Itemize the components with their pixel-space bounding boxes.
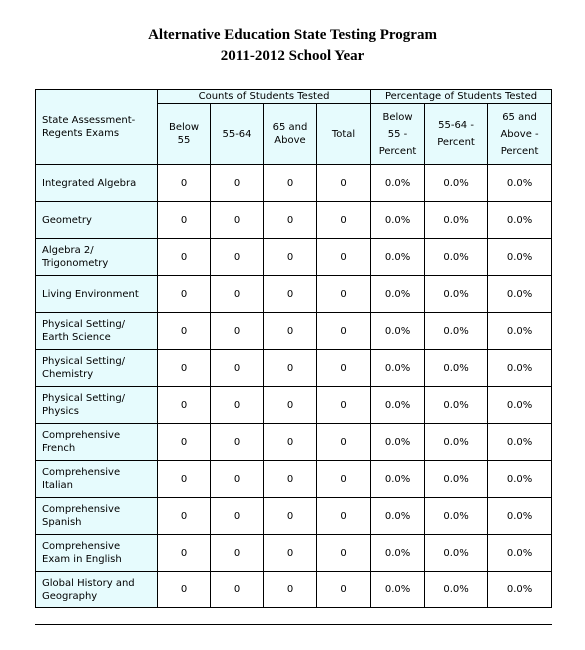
testing-results-table [35,89,552,608]
value-cell-65-above: 0 [264,572,317,608]
value-cell-pct-below-55: 0.0% [371,535,425,572]
table-row [36,424,552,461]
table-row [36,350,552,387]
value-cell-below-55: 0 [158,387,211,424]
exam-name-cell [36,313,158,350]
table-row [36,165,552,202]
exam-name: Comprehensive Spanish [42,504,121,528]
value-cell-65-above: 0 [264,350,317,387]
value-cell-pct-below-55: 0.0% [371,165,425,202]
exam-name-cell [36,387,158,424]
exam-name: Algebra 2/ Trigonometry [42,245,109,269]
value-cell-below-55: 0 [158,461,211,498]
value-cell-55-64: 0 [211,424,264,461]
value-cell-pct-65-above: 0.0% [488,498,552,535]
value-cell-65-above: 0 [264,461,317,498]
bottom-rule [35,624,552,625]
value-cell-65-above: 0 [264,535,317,572]
column-header-55-64: 55-64 [211,104,264,165]
value-cell-55-64: 0 [211,498,264,535]
value-cell-65-above: 0 [264,239,317,276]
value-cell-pct-below-55: 0.0% [371,424,425,461]
value-cell-pct-65-above: 0.0% [488,572,552,608]
value-cell-65-above: 0 [264,424,317,461]
exam-name-cell [36,202,158,239]
value-cell-pct-65-above: 0.0% [488,535,552,572]
table-row [36,202,552,239]
value-cell-55-64: 0 [211,535,264,572]
value-cell-pct-below-55: 0.0% [371,350,425,387]
value-cell-pct-65-above: 0.0% [488,424,552,461]
group-header-percentage: Percentage of Students Tested [371,90,552,104]
value-cell-total: 0 [317,202,371,239]
exam-name: Physical Setting/ Chemistry [42,356,126,380]
exam-name: Global History and Geography [42,577,135,602]
value-cell-below-55: 0 [158,313,211,350]
value-cell-pct-65-above: 0.0% [488,165,552,202]
table-row [36,239,552,276]
value-cell-below-55: 0 [158,535,211,572]
table-row [36,387,552,424]
value-cell-65-above: 0 [264,498,317,535]
value-cell-55-64: 0 [211,461,264,498]
exam-name: Geometry [42,214,92,226]
value-cell-55-64: 0 [211,202,264,239]
value-cell-pct-below-55: 0.0% [371,239,425,276]
value-cell-55-64: 0 [211,165,264,202]
value-cell-pct-55-64: 0.0% [425,498,488,535]
value-cell-total: 0 [317,350,371,387]
column-header-pct-65-above: 65 and Above - Percent [488,104,552,165]
value-cell-pct-below-55: 0.0% [371,313,425,350]
value-cell-below-55: 0 [158,276,211,313]
exam-name: Integrated Algebra [42,177,137,189]
exam-name: Comprehensive Exam in English [42,541,122,565]
value-cell-total: 0 [317,276,371,313]
value-cell-pct-55-64: 0.0% [425,572,488,608]
value-cell-55-64: 0 [211,313,264,350]
value-cell-total: 0 [317,498,371,535]
header-group-row [36,90,552,104]
exam-name: Physical Setting/ Earth Science [42,319,126,343]
table-row [36,572,552,608]
value-cell-pct-55-64: 0.0% [425,313,488,350]
exam-name-cell [36,239,158,276]
table-row [36,276,552,313]
exam-name-cell [36,498,158,535]
value-cell-pct-55-64: 0.0% [425,350,488,387]
value-cell-pct-55-64: 0.0% [425,424,488,461]
value-cell-total: 0 [317,424,371,461]
value-cell-pct-55-64: 0.0% [425,276,488,313]
value-cell-total: 0 [317,387,371,424]
value-cell-pct-65-above: 0.0% [488,387,552,424]
value-cell-below-55: 0 [158,165,211,202]
value-cell-total: 0 [317,239,371,276]
exam-name-cell [36,535,158,572]
exam-name-cell [36,424,158,461]
value-cell-pct-65-above: 0.0% [488,276,552,313]
value-cell-55-64: 0 [211,350,264,387]
exam-name-cell [36,350,158,387]
value-cell-pct-below-55: 0.0% [371,387,425,424]
value-cell-65-above: 0 [264,276,317,313]
exam-name: Comprehensive Italian [42,467,121,491]
value-cell-55-64: 0 [211,572,264,608]
value-cell-below-55: 0 [158,498,211,535]
value-cell-total: 0 [317,535,371,572]
value-cell-pct-65-above: 0.0% [488,461,552,498]
column-header-below-55: Below 55 [158,104,211,165]
value-cell-below-55: 0 [158,239,211,276]
value-cell-pct-65-above: 0.0% [488,202,552,239]
value-cell-65-above: 0 [264,165,317,202]
value-cell-pct-below-55: 0.0% [371,276,425,313]
value-cell-pct-below-55: 0.0% [371,498,425,535]
value-cell-total: 0 [317,572,371,608]
column-header-pct-55-64: 55-64 - Percent [425,104,488,165]
value-cell-total: 0 [317,313,371,350]
value-cell-below-55: 0 [158,202,211,239]
value-cell-pct-55-64: 0.0% [425,165,488,202]
value-cell-55-64: 0 [211,387,264,424]
value-cell-total: 0 [317,165,371,202]
exam-name: Living Environment [42,288,139,300]
exam-name-cell [36,165,158,202]
value-cell-pct-55-64: 0.0% [425,387,488,424]
value-cell-below-55: 0 [158,424,211,461]
exam-name-cell [36,572,158,608]
value-cell-pct-below-55: 0.0% [371,572,425,608]
value-cell-65-above: 0 [264,387,317,424]
value-cell-below-55: 0 [158,572,211,608]
value-cell-pct-65-above: 0.0% [488,239,552,276]
column-header-exam [36,90,158,165]
exam-name-cell [36,276,158,313]
value-cell-pct-65-above: 0.0% [488,313,552,350]
document-subtitle: 2011-2012 School Year [220,48,365,64]
value-cell-65-above: 0 [264,313,317,350]
column-header-total: Total [317,104,371,165]
value-cell-pct-55-64: 0.0% [425,535,488,572]
value-cell-55-64: 0 [211,239,264,276]
exam-name: Comprehensive French [42,430,121,454]
document-title: Alternative Education State Testing Program [148,27,437,43]
value-cell-55-64: 0 [211,276,264,313]
value-cell-below-55: 0 [158,350,211,387]
exam-name: Physical Setting/ Physics [42,393,126,417]
group-header-counts: Counts of Students Tested [158,90,371,104]
value-cell-pct-55-64: 0.0% [425,202,488,239]
value-cell-total: 0 [317,461,371,498]
table-row [36,498,552,535]
value-cell-pct-55-64: 0.0% [425,239,488,276]
value-cell-pct-65-above: 0.0% [488,350,552,387]
column-header-pct-below-55: Below 55 - Percent [371,104,425,165]
value-cell-pct-below-55: 0.0% [371,461,425,498]
value-cell-pct-55-64: 0.0% [425,461,488,498]
table-row [36,535,552,572]
value-cell-65-above: 0 [264,202,317,239]
table-row [36,313,552,350]
exam-name-cell [36,461,158,498]
column-header-65-above: 65 and Above [264,104,317,165]
value-cell-pct-below-55: 0.0% [371,202,425,239]
column-header-exam-label: State Assessment- Regents Exams [42,115,136,139]
table-row [36,461,552,498]
